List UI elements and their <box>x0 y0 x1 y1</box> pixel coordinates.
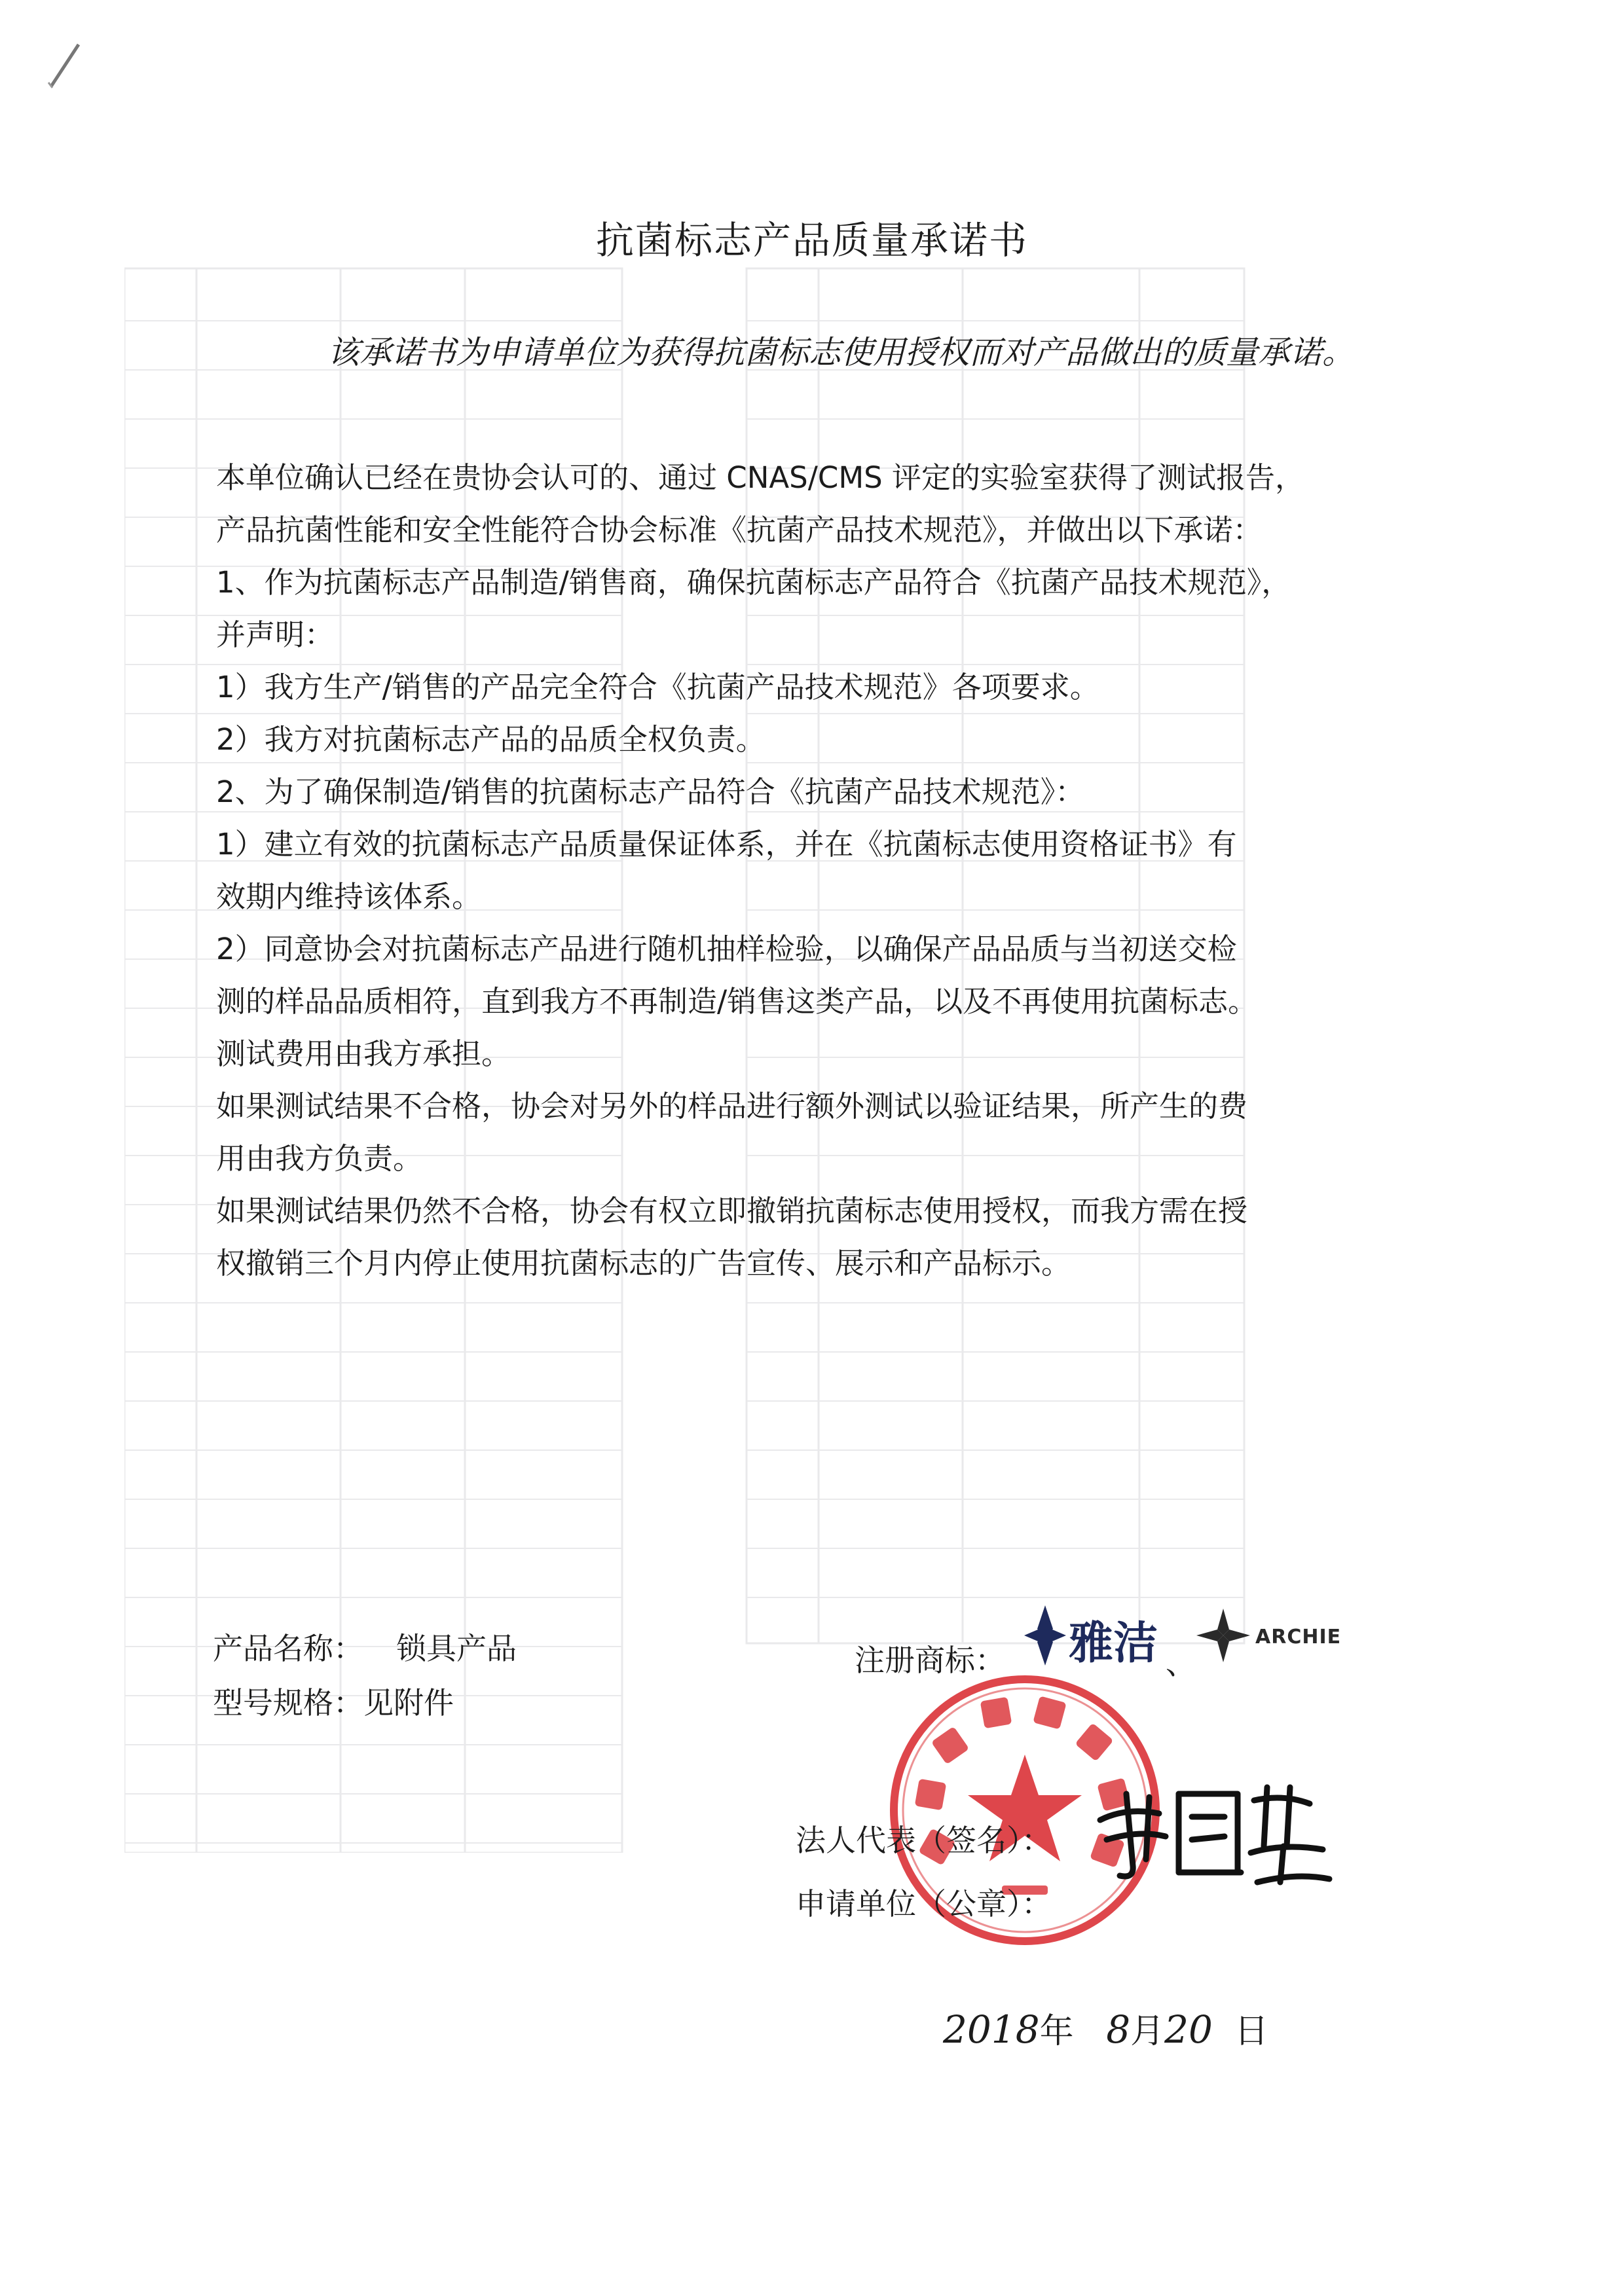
commitment-paragraph-1 <box>216 452 1369 661</box>
date-day-unit: 日 <box>1234 2012 1269 2051</box>
body-line: 本单位确认已经在贵协会认可的、通过 CNAS/CMS 评定的实验室获得了测试报告， <box>216 460 1305 495</box>
body-line: 产品抗菌性能和安全性能符合协会标准《抗菌产品技术规范》，并做出以下承诺： <box>216 513 1263 547</box>
legal-representative-label: 法人代表（签名）： <box>796 1823 1052 1858</box>
body-line: 如果测试结果不合格，协会对另外的样品进行额外测试以验证结果，所产生的费 <box>216 1089 1248 1123</box>
yajie-logo-icon <box>1022 1603 1069 1668</box>
commitment-paragraph-2 <box>216 661 1369 1290</box>
signing-date <box>943 2003 1268 2052</box>
date-month: 8 <box>1106 2007 1131 2052</box>
trademark-label: 注册商标： <box>855 1643 1005 1678</box>
applicant-unit-label: 申请单位（公章）： <box>796 1886 1052 1922</box>
trademark-archie: ARCHIE <box>1255 1626 1342 1649</box>
date-year-unit: 年 <box>1039 2012 1074 2051</box>
body-line: 并声明： <box>216 617 335 652</box>
body-line: 1、作为抗菌标志产品制造/销售商，确保抗菌标志产品符合《抗菌产品技术规范》， <box>216 565 1291 600</box>
document-title: 抗菌标志产品质量承诺书 <box>595 218 1028 263</box>
body-line: 如果测试结果仍然不合格，协会有权立即撤销抗菌标志使用授权，而我方需在授 <box>216 1194 1248 1228</box>
intro-statement: 该承诺书为申请单位为获得抗菌标志使用授权而对产品做出的质量承诺。 <box>327 334 1355 371</box>
date-month-unit: 月 <box>1130 2012 1165 2051</box>
archie-logo-icon <box>1195 1607 1251 1664</box>
body-line: 2）同意协会对抗菌标志产品进行随机抽样检验，以确保产品品质与当初送交检 <box>216 932 1237 966</box>
date-day: 20 <box>1164 2007 1213 2052</box>
staple-mark <box>46 39 85 92</box>
body-line: 测的样品品质相符，直到我方不再制造/销售这类产品，以及不再使用抗菌标志。 <box>216 984 1258 1019</box>
trademark-separator: 、 <box>1166 1646 1196 1681</box>
product-name-value: 锁具产品 <box>396 1631 517 1666</box>
handwritten-signature <box>1087 1768 1336 1892</box>
body-line: 2）我方对抗菌标志产品的品质全权负责。 <box>216 722 766 757</box>
product-name-label: 产品名称： <box>213 1631 363 1666</box>
date-year: 2018 <box>943 2007 1040 2052</box>
trademark-yajie: 雅洁 <box>1069 1618 1158 1669</box>
body-line: 1）我方生产/销售的产品完全符合《抗菌产品技术规范》各项要求。 <box>216 670 1099 704</box>
body-line: 测试费用由我方承担。 <box>216 1036 511 1071</box>
body-line: 权撤销三个月内停止使用抗菌标志的广告宣传、展示和产品标示。 <box>216 1246 1071 1281</box>
body-line: 用由我方负责。 <box>216 1141 423 1176</box>
body-line: 1）建立有效的抗菌标志产品质量保证体系，并在《抗菌标志使用资格证书》有 <box>216 827 1237 862</box>
body-line: 效期内维持该体系。 <box>216 879 482 914</box>
model-spec-label: 型号规格：见附件 <box>213 1685 454 1721</box>
body-line: 2、为了确保制造/销售的抗菌标志产品符合《抗菌产品技术规范》： <box>216 774 1085 809</box>
